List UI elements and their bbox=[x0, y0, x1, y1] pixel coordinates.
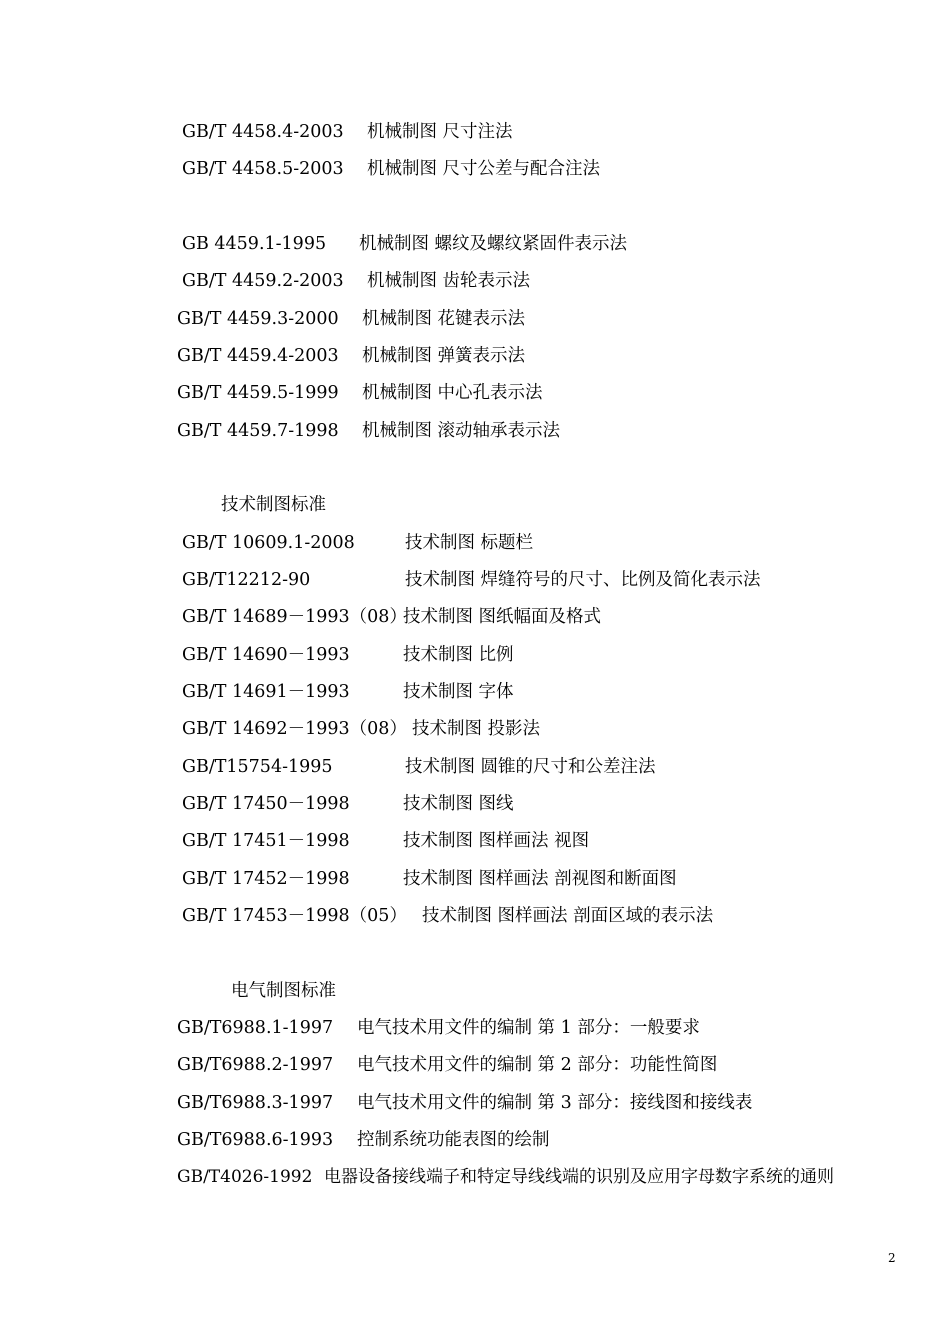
standard-code: GB/T12212-90 bbox=[182, 570, 311, 590]
standard-title: 技术制图 投影法 bbox=[412, 719, 541, 739]
standard-code: GB/T 17451－1998 bbox=[182, 831, 350, 851]
standard-title: 技术制图 字体 bbox=[403, 682, 514, 702]
section-heading-electrical-drawing: 电气制图标准 bbox=[231, 981, 336, 1001]
standard-code: GB/T 4459.5-1999 bbox=[177, 383, 339, 403]
standard-code: GB/T 10609.1-2008 bbox=[182, 533, 355, 553]
standard-title: 机械制图 中心孔表示法 bbox=[362, 383, 543, 403]
standard-title: 机械制图 尺寸公差与配合注法 bbox=[367, 159, 601, 179]
standard-title: 技术制图 比例 bbox=[403, 645, 514, 665]
standard-code: GB/T6988.3-1997 bbox=[177, 1093, 334, 1113]
standard-code: GB/T 14690－1993 bbox=[182, 645, 350, 665]
standard-title: 技术制图 图样画法 剖视图和断面图 bbox=[403, 869, 677, 889]
standard-title: 电气技术用文件的编制 第 3 部分：接线图和接线表 bbox=[357, 1093, 753, 1113]
standard-code: GB/T 17452－1998 bbox=[182, 869, 350, 889]
standard-title: 机械制图 弹簧表示法 bbox=[362, 346, 526, 366]
section-heading-technical-drawing: 技术制图标准 bbox=[221, 495, 326, 515]
standard-code: GB/T 14691－1993 bbox=[182, 682, 350, 702]
standard-title: 机械制图 尺寸注法 bbox=[367, 122, 513, 142]
standard-code: GB 4459.1-1995 bbox=[182, 234, 327, 254]
standard-code: GB/T 14689－1993（08） bbox=[182, 607, 407, 627]
standard-title: 技术制图 标题栏 bbox=[405, 533, 534, 553]
standard-code: GB/T 4459.4-2003 bbox=[177, 346, 339, 366]
standard-title: 控制系统功能表图的绘制 bbox=[357, 1130, 550, 1150]
standard-code: GB/T 4459.2-2003 bbox=[182, 271, 344, 291]
standard-code: GB/T6988.1-1997 bbox=[177, 1018, 334, 1038]
standard-title: 机械制图 花键表示法 bbox=[362, 309, 526, 329]
standard-code: GB/T 4458.4-2003 bbox=[182, 122, 344, 142]
standard-title: 电气技术用文件的编制 第 1 部分：一般要求 bbox=[357, 1018, 700, 1038]
standard-code: GB/T15754-1995 bbox=[182, 757, 333, 777]
standard-title: 技术制图 图纸幅面及格式 bbox=[403, 607, 602, 627]
standard-code: GB/T 4459.7-1998 bbox=[177, 421, 339, 441]
standard-code: GB/T6988.6-1993 bbox=[177, 1130, 334, 1150]
standard-title: 电气技术用文件的编制 第 2 部分：功能性简图 bbox=[357, 1055, 718, 1075]
standard-title: 技术制图 图线 bbox=[403, 794, 514, 814]
standard-code: GB/T6988.2-1997 bbox=[177, 1055, 334, 1075]
standard-title: 电器设备接线端子和特定导线线端的识别及应用字母数字系统的通则 bbox=[324, 1167, 834, 1187]
page-number: 2 bbox=[888, 1251, 896, 1265]
standard-code: GB/T 4458.5-2003 bbox=[182, 159, 344, 179]
standard-title: 技术制图 焊缝符号的尺寸、比例及简化表示法 bbox=[405, 570, 761, 590]
standard-title: 机械制图 螺纹及螺纹紧固件表示法 bbox=[359, 234, 628, 254]
standard-title: 技术制图 圆锥的尺寸和公差注法 bbox=[405, 757, 656, 777]
standard-title: 技术制图 图样画法 视图 bbox=[403, 831, 590, 851]
standard-code: GB/T 17453－1998（05） bbox=[182, 906, 407, 926]
standard-code: GB/T4026-1992 bbox=[177, 1167, 313, 1187]
standard-title: 机械制图 滚动轴承表示法 bbox=[362, 421, 561, 441]
standard-title: 技术制图 图样画法 剖面区域的表示法 bbox=[422, 906, 714, 926]
standard-code: GB/T 14692－1993（08） bbox=[182, 719, 407, 739]
standard-code: GB/T 4459.3-2000 bbox=[177, 309, 339, 329]
standard-title: 机械制图 齿轮表示法 bbox=[367, 271, 531, 291]
standard-code: GB/T 17450－1998 bbox=[182, 794, 350, 814]
